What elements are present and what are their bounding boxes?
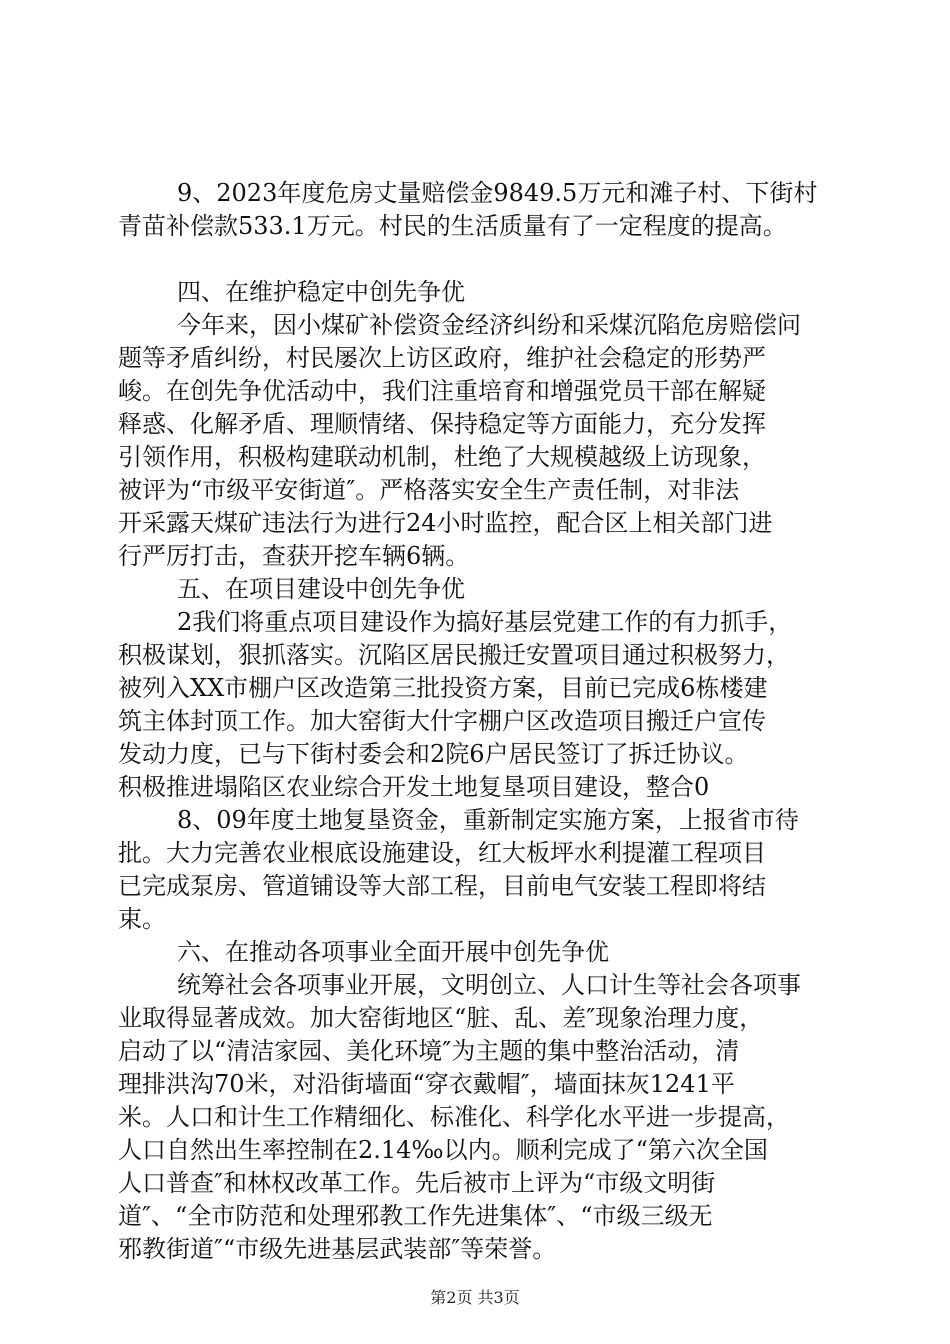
paragraph-line: 人口普查″和林权改革工作。先后被市上评为“市级文明街 [118, 1169, 716, 1197]
paragraph-line: 道″、“全市防范和处理邪教工作先进集体″、“市级三级无 [118, 1202, 713, 1230]
paragraph-line: 批。大力完善农业根底设施建设，红大板坪水利提灌工程项目 [118, 839, 766, 867]
section-heading-5: 五、在项目建设中创先争优 [177, 575, 465, 603]
paragraph-line: 筑主体封顶工作。加大窑街大什字棚户区改造项目搬迁户宣传 [118, 707, 766, 735]
paragraph-line: 2我们将重点项目建设作为搞好基层党建工作的有力抓手， [177, 608, 793, 636]
paragraph-line: 米。人口和计生工作精细化、标准化、科学化水平进一步提高， [118, 1103, 790, 1131]
paragraph-line: 已完成泵房、管道铺设等大部工程，目前电气安装工程即将结 [118, 872, 766, 900]
paragraph-line: 邪教街道″“市级先进基层武装部″等荣誉。 [118, 1235, 557, 1263]
paragraph-line: 被评为“市级平安街道″。严格落实安全生产责任制，对非法 [118, 476, 740, 504]
paragraph-line: 8、09年度土地复垦资金，重新制定实施方案，上报省市待 [177, 806, 799, 834]
paragraph-line: 今年来，因小煤矿补偿资金经济纠纷和采煤沉陷危房赔偿问 [177, 311, 801, 339]
paragraph-line: 发动力度，已与下街村委会和2院6户居民签订了拆迁协议。 [118, 740, 749, 768]
paragraph-line: 统筹社会各项事业开展，文明创立、人口计生等社会各项事 [177, 971, 801, 999]
paragraph-line: 题等矛盾纠纷，村民屡次上访区政府，维护社会稳定的形势严 [118, 344, 766, 372]
paragraph-line: 青苗补偿款533.1万元。村民的生活质量有了一定程度的提高。 [118, 212, 787, 240]
section-heading-4: 四、在维护稳定中创先争优 [177, 278, 465, 306]
paragraph-line: 开采露天煤矿违法行为进行24小时监控，配合区上相关部门进 [118, 509, 773, 537]
paragraph-line: 束。 [118, 905, 166, 933]
section-heading-6: 六、在推动各项事业全面开展中创先争优 [177, 938, 609, 966]
paragraph-line: 积极推进塌陷区农业综合开发土地复垦项目建设，整合0 [118, 773, 710, 801]
paragraph-line: 峻。在创先争优活动中，我们注重培育和增强党员干部在解疑 [118, 377, 766, 405]
paragraph-line: 引领作用，积极构建联动机制，杜绝了大规模越级上访现象， [118, 443, 766, 471]
paragraph-line: 启动了以“清洁家园、美化环境″为主题的集中整治活动，清 [118, 1037, 740, 1065]
paragraph-line: 行严厉打击，查获开挖车辆6辆。 [118, 542, 470, 570]
paragraph-line: 理排洪沟70米，对沿街墙面“穿衣戴帽″，墙面抹灰1241平 [118, 1070, 735, 1098]
paragraph-line: 人口自然出生率控制在2.14‰以内。顺利完成了“第六次全国 [118, 1136, 768, 1164]
paragraph-line: 积极谋划，狠抓落实。沉陷区居民搬迁安置项目通过积极努力， [118, 641, 790, 669]
paragraph-line: 被列入XX市棚户区改造第三批投资方案，目前已完成6栋楼建 [118, 674, 768, 702]
paragraph-line: 9、2023年度危房丈量赔偿金9849.5万元和滩子村、下街村 [177, 179, 818, 207]
page-footer: 第2页 共3页 [430, 1288, 520, 1307]
paragraph-line: 释惑、化解矛盾、理顺情绪、保持稳定等方面能力，充分发挥 [118, 410, 766, 438]
paragraph-line: 业取得显著成效。加大窑街地区“脏、乱、差″现象治理力度， [118, 1004, 764, 1032]
